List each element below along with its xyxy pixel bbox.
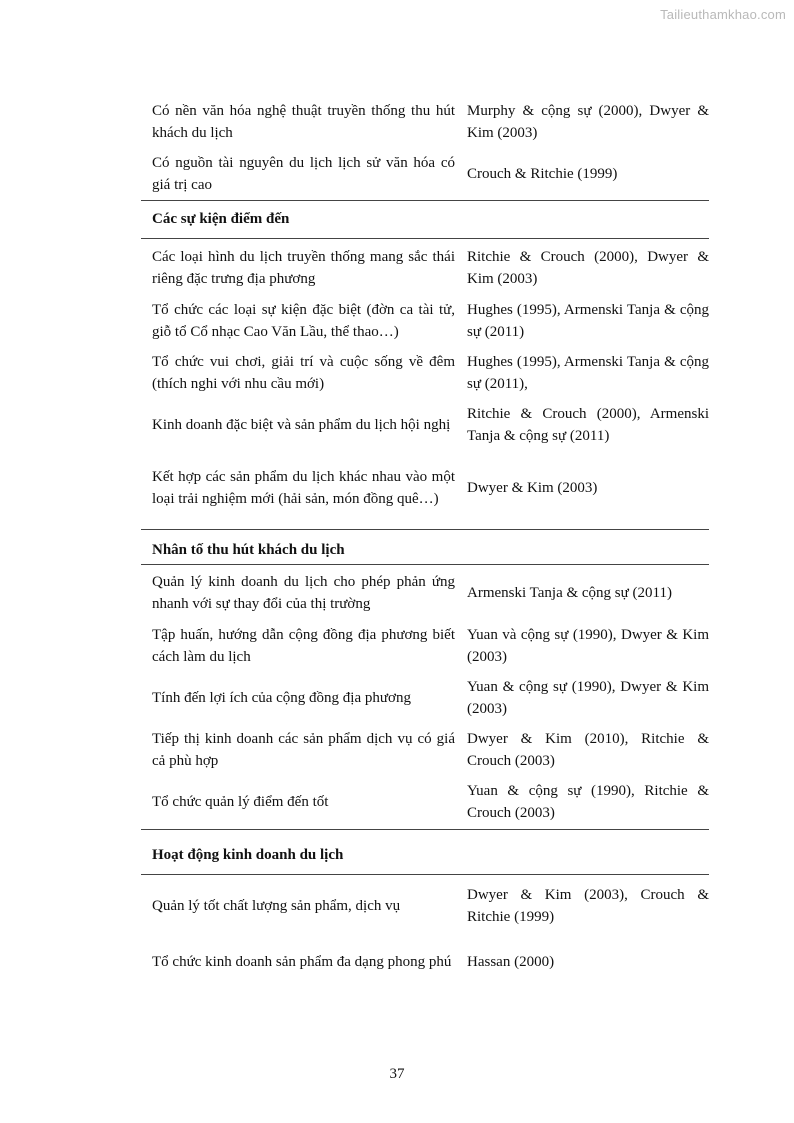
table-row bbox=[141, 347, 709, 399]
factor-cell: Tiếp thị kinh doanh các sản phẩm dịch vụ có giá cả phù hợp bbox=[152, 731, 455, 769]
table-row bbox=[141, 724, 709, 776]
source-cell: Yuan & cộng sự (1990), Ritchie & Crouch (2003) bbox=[467, 783, 709, 821]
table-divider bbox=[141, 874, 709, 875]
factor-cell: Các loại hình du lịch truyền thống mang sắc thái riêng đặc trưng địa phương bbox=[152, 249, 455, 287]
factor-cell: Tính đến lợi ích của cộng đồng địa phương bbox=[152, 690, 411, 706]
table-row bbox=[141, 672, 709, 724]
table-row bbox=[141, 399, 709, 451]
source-cell: Murphy & cộng sự (2000), Dwyer & Kim (2003) bbox=[467, 103, 709, 141]
table-row bbox=[141, 936, 709, 988]
source-cell: Dwyer & Kim (2010), Ritchie & Crouch (2003) bbox=[467, 731, 709, 769]
factor-cell: Tập huấn, hướng dẫn cộng đồng địa phương biết cách làm du lịch bbox=[152, 627, 455, 665]
source-cell: Hughes (1995), Armenski Tanja & cộng sự (2011) bbox=[467, 302, 709, 340]
factors-table bbox=[141, 96, 709, 988]
table-row bbox=[141, 148, 709, 200]
table-row bbox=[141, 776, 709, 828]
source-cell: Dwyer & Kim (2003) bbox=[467, 480, 598, 496]
source-cell: Yuan và cộng sự (1990), Dwyer & Kim (2003) bbox=[467, 627, 709, 665]
factor-cell: Quản lý tốt chất lượng sản phẩm, dịch vụ bbox=[152, 898, 401, 914]
source-cell: Yuan & cộng sự (1990), Dwyer & Kim (2003) bbox=[467, 679, 709, 717]
table-row bbox=[141, 876, 709, 936]
table-divider bbox=[141, 238, 709, 239]
source-cell: Crouch & Ritchie (1999) bbox=[467, 166, 618, 182]
table-row bbox=[141, 295, 709, 347]
table-row bbox=[141, 96, 709, 148]
factor-cell: Quản lý kinh doanh du lịch cho phép phản ứng nhanh với sự thay đổi của thị trường bbox=[152, 574, 455, 612]
factor-cell: Kết hợp các sản phẩm du lịch khác nhau vào một loại trải nghiệm mới (hải sản, món đồng quê…) bbox=[152, 469, 455, 507]
factor-cell: Kinh doanh đặc biệt và sản phẩm du lịch hội nghị bbox=[152, 417, 451, 433]
table-row bbox=[141, 451, 709, 525]
source-cell: Hughes (1995), Armenski Tanja & cộng sự (2011), bbox=[467, 354, 709, 392]
source-cell: Armenski Tanja & cộng sự (2011) bbox=[467, 585, 672, 601]
table-row bbox=[141, 566, 709, 620]
table-row bbox=[141, 241, 709, 295]
page-number: 37 bbox=[389, 1066, 405, 1082]
table-divider bbox=[141, 529, 709, 530]
factor-cell: Tổ chức các loại sự kiện đặc biệt (đờn ca tài tử, giỗ tổ Cổ nhạc Cao Văn Lầu, thể thao…) bbox=[152, 302, 455, 340]
factor-cell: Tổ chức quản lý điểm đến tốt bbox=[152, 794, 329, 810]
factor-cell: Có nguồn tài nguyên du lịch lịch sử văn hóa có giá trị cao bbox=[152, 155, 455, 193]
table-divider bbox=[141, 829, 709, 830]
factor-cell: Tổ chức vui chơi, giải trí và cuộc sống về đêm (thích nghi với nhu cầu mới) bbox=[152, 354, 455, 392]
source-cell: Dwyer & Kim (2003), Crouch & Ritchie (1999) bbox=[467, 887, 709, 925]
section-heading: Các sự kiện điểm đến bbox=[152, 211, 290, 227]
factor-cell: Có nền văn hóa nghệ thuật truyền thống thu hút khách du lịch bbox=[152, 103, 455, 141]
section-heading: Nhân tố thu hút khách du lịch bbox=[152, 542, 345, 558]
watermark-text: Tailieuthamkhao.com bbox=[660, 7, 786, 22]
source-cell: Ritchie & Crouch (2000), Dwyer & Kim (2003) bbox=[467, 249, 709, 287]
table-row bbox=[141, 620, 709, 672]
source-cell: Hassan (2000) bbox=[467, 954, 555, 970]
table-divider bbox=[141, 200, 709, 201]
section-heading: Hoạt động kinh doanh du lịch bbox=[152, 847, 344, 863]
source-cell: Ritchie & Crouch (2000), Armenski Tanja & cộng sự (2011) bbox=[467, 406, 709, 444]
table-divider bbox=[141, 564, 709, 565]
factor-cell: Tổ chức kinh doanh sản phẩm đa dạng phong phú bbox=[152, 954, 452, 970]
